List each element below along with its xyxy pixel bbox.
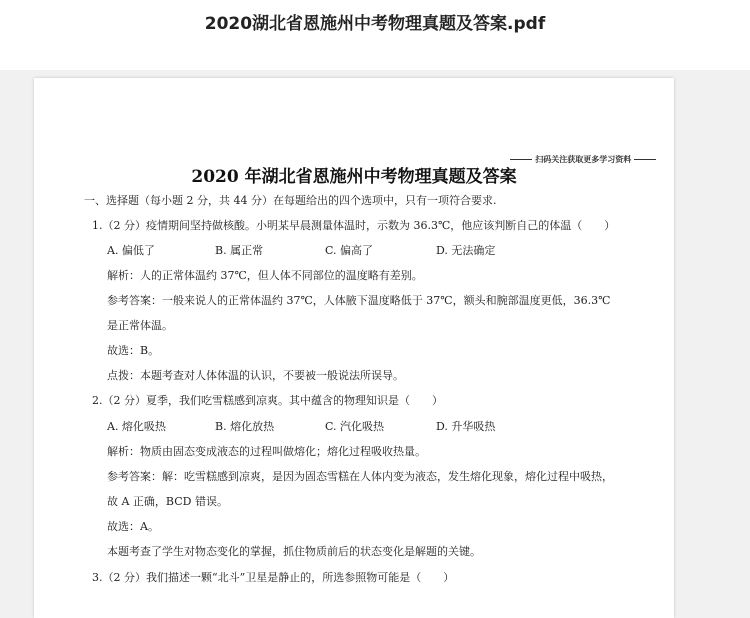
- question-2-stem: 2.（2 分）夏季，我们吃雪糕感到凉爽。其中蕴含的物理知识是（ ）: [92, 394, 443, 407]
- option-d: D. 无法确定: [436, 244, 496, 257]
- question-2-tip: 本题考查了学生对物态变化的掌握，抓住物质前后的状态变化是解题的关键。: [107, 545, 481, 558]
- question-1-tip: 点拨：本题考查对人体体温的认识，不要被一般说法所误导。: [107, 369, 404, 382]
- document-title: 2020 年湖北省恩施州中考物理真题及答案: [191, 167, 517, 187]
- question-2-choice: 故选：A。: [107, 520, 159, 533]
- section-heading: 一、选择题（每小题 2 分，共 44 分）在每题给出的四个选项中，只有一项符合要求.: [84, 194, 497, 207]
- question-2-answer: 参考答案：解：吃雪糕感到凉爽，是因为固态雪糕在人体内变为液态，发生熔化现象，熔化过程中吸热，: [107, 470, 613, 483]
- option-d: D. 升华吸热: [436, 420, 496, 433]
- option-c: C. 汽化吸热: [325, 420, 385, 433]
- option-c: C. 偏高了: [325, 244, 374, 257]
- question-3-stem: 3.（2 分）我们描述一颗“北斗”卫星是静止的，所选参照物可能是（ ）: [92, 571, 455, 584]
- file-name-title: 2020湖北省恩施州中考物理真题及答案.pdf: [204, 14, 546, 34]
- option-a: A. 偏低了: [107, 244, 155, 257]
- option-b: B. 属正常: [215, 244, 264, 257]
- question-1-stem: 1.（2 分）疫情期间坚持做核酸。小明某早晨测量体温时，示数为 36.3℃，他应该判断自己的体温（ ）: [92, 219, 616, 232]
- question-1-answer-cont: 是正常体温。: [107, 319, 173, 332]
- question-2-analysis: 解析：物质由固态变成液态的过程叫做熔化；熔化过程吸收热量。: [107, 445, 426, 458]
- question-2-options: [34, 420, 674, 434]
- question-1-options: [34, 244, 674, 258]
- watermark-label: 扫码关注获取更多学习资料: [535, 155, 632, 164]
- question-1-answer: 参考答案：一般来说人的正常体温约 37℃，人体腋下温度略低于 37℃，额头和腕部温度更低，36.3℃: [107, 294, 611, 307]
- question-1-analysis: 解析：人的正常体温约 37℃，但人体不同部位的温度略有差别。: [107, 269, 423, 282]
- question-1-choice: 故选：B。: [107, 344, 160, 357]
- question-2-answer-cont: 故 A 正确，BCD 错误。: [107, 495, 228, 508]
- option-a: A. 熔化吸热: [107, 420, 166, 433]
- option-b: B. 熔化放热: [215, 420, 275, 433]
- pdf-page: [34, 78, 674, 618]
- title-bar: [0, 0, 750, 70]
